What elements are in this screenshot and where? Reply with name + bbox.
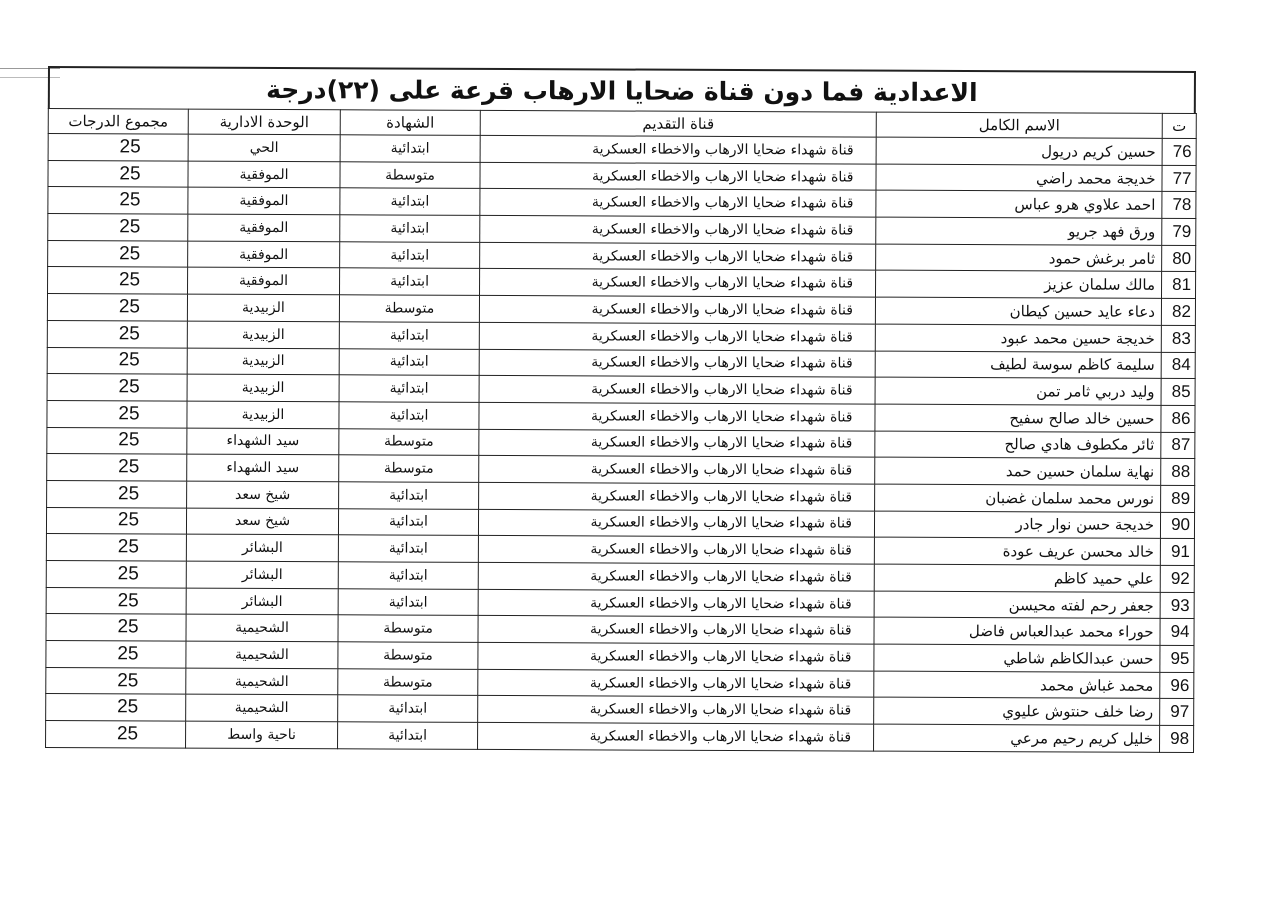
total-score-cell: 25 [48,160,188,187]
administrative-unit-cell: البشائر [186,561,338,588]
administrative-unit-cell: الزبيدية [187,374,339,401]
full-name-cell: جعفر رحم لفته محيسن [874,591,1160,619]
application-channel-cell: قناة شهداء ضحايا الارهاب والاخطاء العسكرية [478,642,874,670]
application-channel-cell: قناة شهداء ضحايا الارهاب والاخطاء العسكرية [479,296,875,324]
administrative-unit-cell: الشحيمية [186,641,338,668]
table-row [46,721,1194,753]
administrative-unit-cell: البشائر [186,534,338,561]
application-channel-cell: قناة شهداء ضحايا الارهاب والاخطاء العسكرية [480,215,876,243]
certificate-cell: ابتدائية [340,135,480,162]
row-number-cell: 87 [1161,432,1195,459]
full-name-cell: خالد محسن عريف عودة [874,537,1160,565]
application-channel-cell: قناة شهداء ضحايا الارهاب والاخطاء العسكرية [480,189,876,217]
administrative-unit-cell: الزبيدية [187,321,339,348]
row-number-cell: 88 [1161,459,1195,486]
row-number-cell: 93 [1160,592,1194,619]
application-channel-cell: قناة شهداء ضحايا الارهاب والاخطاء العسكرية [478,589,874,617]
full-name-cell: نورس محمد سلمان غضبان [875,484,1161,512]
header-name: الاسم الكامل [876,112,1162,138]
document-sheet [45,66,1196,753]
administrative-unit-cell: الشحيمية [186,668,338,695]
total-score-cell: 25 [48,240,188,267]
full-name-cell: علي حميد كاظم [874,564,1160,592]
certificate-cell: ابتدائية [338,722,478,749]
administrative-unit-cell: الزبيدية [187,401,339,428]
row-number-cell: 85 [1161,379,1195,406]
total-score-cell: 25 [48,134,188,161]
full-name-cell: ورق فهد جريو [876,217,1162,245]
full-name-cell: حوراء محمد عبدالعباس فاضل [874,617,1160,645]
certificate-cell: متوسطة [339,295,479,322]
application-channel-cell: قناة شهداء ضحايا الارهاب والاخطاء العسكرية [478,509,874,537]
full-name-cell: دعاء عايد حسين كيطان [875,297,1161,325]
application-channel-cell: قناة شهداء ضحايا الارهاب والاخطاء العسكرية [479,349,875,377]
certificate-cell: ابتدائية [339,375,479,402]
application-channel-cell: قناة شهداء ضحايا الارهاب والاخطاء العسكرية [478,723,874,751]
administrative-unit-cell: الموفقية [188,187,340,214]
total-score-cell: 25 [47,374,187,401]
full-name-cell: خديجة حسين محمد عبود [875,324,1161,352]
total-score-cell: 25 [47,294,187,321]
header-score: مجموع الدرجات [48,109,188,135]
total-score-cell: 25 [46,721,186,748]
full-name-cell: حسن عبدالكاظم شاطي [874,644,1160,672]
certificate-cell: ابتدائية [340,215,480,242]
row-number-cell: 91 [1160,539,1194,566]
certificate-cell: ابتدائية [338,695,478,722]
application-channel-cell: قناة شهداء ضحايا الارهاب والاخطاء العسكرية [478,562,874,590]
application-channel-cell: قناة شهداء ضحايا الارهاب والاخطاء العسكرية [478,696,874,724]
row-number-cell: 90 [1160,512,1194,539]
total-score-cell: 25 [47,480,187,507]
administrative-unit-cell: الزبيدية [187,348,339,375]
total-score-cell: 25 [47,400,187,427]
certificate-cell: متوسطة [339,428,479,455]
row-number-cell: 78 [1162,192,1196,219]
row-number-cell: 95 [1160,645,1194,672]
certificate-cell: ابتدائية [339,322,479,349]
title-box [48,66,1196,113]
administrative-unit-cell: شيخ سعد [186,508,338,535]
administrative-unit-cell: الشحيمية [186,614,338,641]
administrative-unit-cell: الموفقية [188,268,340,295]
total-score-cell: 25 [46,694,186,721]
application-channel-cell: قناة شهداء ضحايا الارهاب والاخطاء العسكرية [480,135,876,163]
row-number-cell: 96 [1160,672,1194,699]
total-score-cell: 25 [48,214,188,241]
total-score-cell: 25 [47,347,187,374]
row-number-cell: 94 [1160,619,1194,646]
total-score-cell: 25 [46,641,186,668]
application-channel-cell: قناة شهداء ضحايا الارهاب والاخطاء العسكرية [479,429,875,457]
application-channel-cell: قناة شهداء ضحايا الارهاب والاخطاء العسكرية [478,536,874,564]
certificate-cell: ابتدائية [340,188,480,215]
administrative-unit-cell: الموفقية [188,214,340,241]
page-title: الاعدادية فما دون قناة ضحايا الارهاب قرعة على (٢٢)درجة [266,74,978,107]
application-channel-cell: قناة شهداء ضحايا الارهاب والاخطاء العسكرية [479,482,875,510]
administrative-unit-cell: الموفقية [188,161,340,188]
administrative-unit-cell: البشائر [186,588,338,615]
administrative-unit-cell: سيد الشهداء [187,428,339,455]
application-channel-cell: قناة شهداء ضحايا الارهاب والاخطاء العسكرية [480,162,876,190]
row-number-cell: 92 [1160,565,1194,592]
certificate-cell: متوسطة [338,615,478,642]
full-name-cell: وليد دربي ثامر تمن [875,377,1161,405]
certificate-cell: متوسطة [340,161,480,188]
total-score-cell: 25 [46,587,186,614]
full-name-cell: سليمة كاظم سوسة لطيف [875,351,1161,379]
full-name-cell: خليل كريم رحيم مرعي [874,724,1160,752]
total-score-cell: 25 [47,320,187,347]
administrative-unit-cell: الحي [188,134,340,161]
total-score-cell: 25 [46,614,186,641]
certificate-cell: ابتدائية [339,402,479,429]
row-number-cell: 89 [1161,485,1195,512]
administrative-unit-cell: الشحيمية [186,695,338,722]
full-name-cell: مالك سلمان عزيز [875,271,1161,299]
full-name-cell: احمد علاوي هرو عباس [876,190,1162,218]
full-name-cell: خديجة محمد راضي [876,164,1162,192]
certificate-cell: متوسطة [338,642,478,669]
total-score-cell: 25 [46,507,186,534]
full-name-cell: رضا خلف حنتوش عليوي [874,698,1160,726]
application-channel-cell: قناة شهداء ضحايا الارهاب والاخطاء العسكرية [480,242,876,270]
application-channel-cell: قناة شهداء ضحايا الارهاب والاخطاء العسكرية [478,669,874,697]
full-name-cell: ثائر مكطوف هادي صالح [875,431,1161,459]
full-name-cell: محمد غباش محمد [874,671,1160,699]
row-number-cell: 97 [1160,699,1194,726]
total-score-cell: 25 [47,454,187,481]
application-channel-cell: قناة شهداء ضحايا الارهاب والاخطاء العسكرية [480,269,876,297]
header-certificate: الشهادة [340,110,480,136]
row-number-cell: 80 [1162,245,1196,272]
header-unit: الوحدة الادارية [188,109,340,135]
table-body [46,134,1197,753]
application-channel-cell: قناة شهداء ضحايا الارهاب والاخطاء العسكرية [479,322,875,350]
row-number-cell: 86 [1161,405,1195,432]
total-score-cell: 25 [46,667,186,694]
certificate-cell: ابتدائية [339,348,479,375]
full-name-cell: خديجة حسن نوار جادر [874,511,1160,539]
total-score-cell: 25 [48,267,188,294]
row-number-cell: 77 [1162,165,1196,192]
certificate-cell: ابتدائية [338,562,478,589]
row-number-cell: 79 [1162,218,1196,245]
row-number-cell: 98 [1160,725,1194,752]
header-channel: قناة التقديم [480,110,876,137]
application-channel-cell: قناة شهداء ضحايا الارهاب والاخطاء العسكرية [479,456,875,484]
full-name-cell: ثامر برغش حمود [876,244,1162,272]
administrative-unit-cell: الزبيدية [187,294,339,321]
administrative-unit-cell: سيد الشهداء [187,454,339,481]
full-name-cell: حسين خالد صالح سفيح [875,404,1161,432]
certificate-cell: ابتدائية [338,535,478,562]
total-score-cell: 25 [46,560,186,587]
administrative-unit-cell: الموفقية [188,241,340,268]
application-channel-cell: قناة شهداء ضحايا الارهاب والاخطاء العسكرية [479,376,875,404]
certificate-cell: متوسطة [338,669,478,696]
application-channel-cell: قناة شهداء ضحايا الارهاب والاخطاء العسكرية [479,402,875,430]
row-number-cell: 83 [1161,325,1195,352]
full-name-cell: حسين كريم دريول [876,137,1162,165]
row-number-cell: 82 [1161,298,1195,325]
candidates-table [45,108,1197,753]
row-number-cell: 76 [1162,138,1196,165]
administrative-unit-cell: ناحية واسط [186,721,338,748]
application-channel-cell: قناة شهداء ضحايا الارهاب والاخطاء العسكرية [478,616,874,644]
total-score-cell: 25 [47,427,187,454]
header-num: ت [1162,113,1196,138]
total-score-cell: 25 [48,187,188,214]
row-number-cell: 84 [1161,352,1195,379]
certificate-cell: ابتدائية [338,508,478,535]
total-score-cell: 25 [46,534,186,561]
row-number-cell: 81 [1161,272,1195,299]
certificate-cell: ابتدائية [339,482,479,509]
certificate-cell: ابتدائية [340,268,480,295]
certificate-cell: متوسطة [339,455,479,482]
certificate-cell: ابتدائية [338,588,478,615]
full-name-cell: نهاية سلمان حسين حمد [875,457,1161,485]
administrative-unit-cell: شيخ سعد [187,481,339,508]
certificate-cell: ابتدائية [340,242,480,269]
